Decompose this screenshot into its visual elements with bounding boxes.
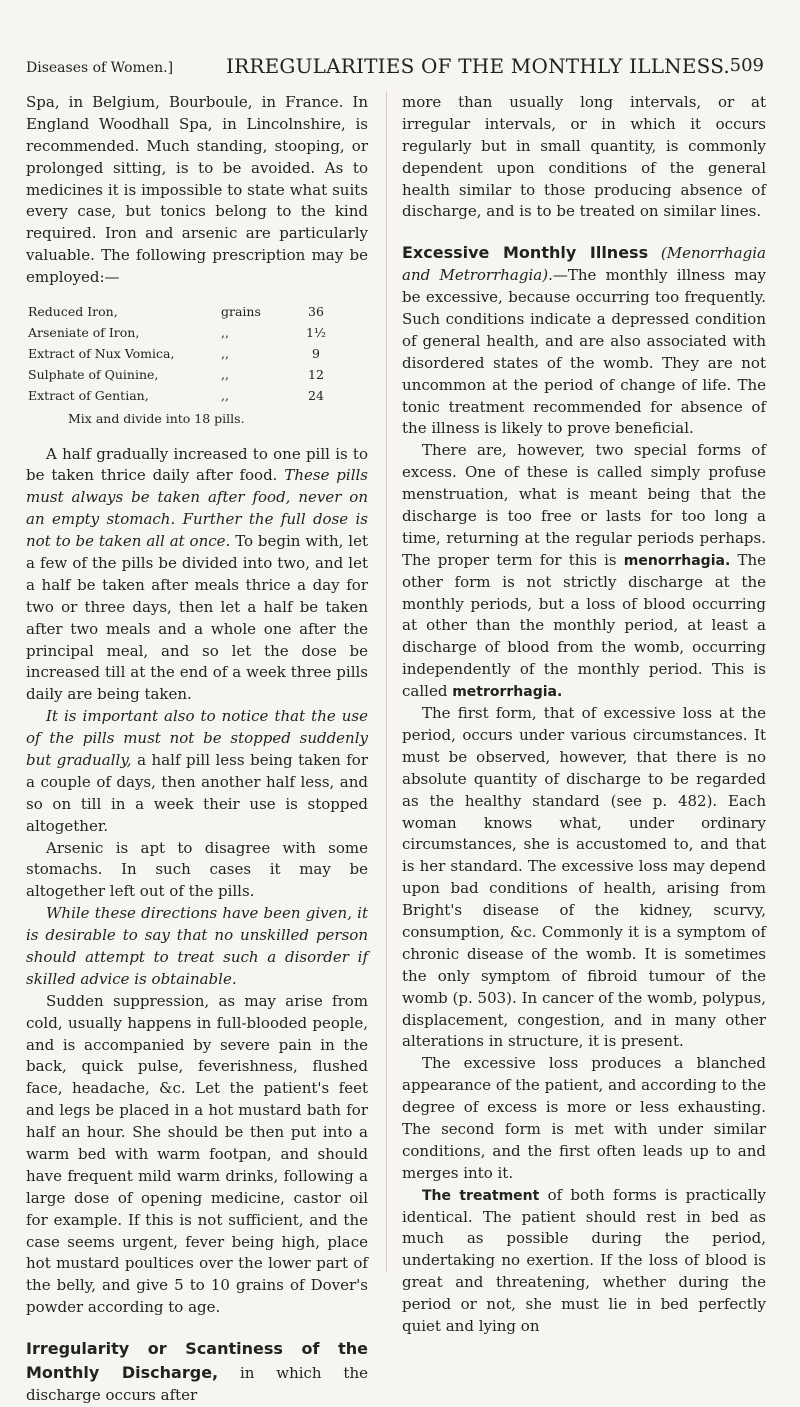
paragraph (402, 1185, 766, 1338)
text-run: of both forms is practically identical. The patient should rest in bed as much as possible during the period, undertaking no exertion. If the loss of blood is great and threatening, whether during the period or not, she must lie in bed perfectly quiet and lying on (402, 1185, 766, 1335)
text-run: There are, however, two special forms of excess. One of these is called simply profuse menstruation, what is meant being that the discharge is too free or lasts for too long a time, returning at the regular periods perhaps. The proper term for this is (402, 441, 766, 569)
text-run: a half pill less being taken for a couple of days, then another half less, and so on till in a week their use is stopped altogether. (26, 750, 368, 835)
paragraph (26, 444, 368, 707)
emphasis: Further the full dose is not to be taken all at once. (26, 510, 368, 551)
ingredient-name: Arseniate of Iron, (28, 325, 140, 341)
emphasis: While these directions have been given, it is desirable to say that no unskilled person should attempt to treat such a disorder if skilled advice is obtainable. (26, 904, 368, 988)
text-run: in which the discharge occurs after (26, 1364, 368, 1404)
ingredient-name: Extract of Gentian, (28, 388, 149, 404)
prescription-item (28, 322, 368, 343)
ingredient-amount: 9 (312, 346, 320, 362)
paragraph: Arsenic is apt to disagree with some stomachs. In such cases it may be altogether left out of the pills. (26, 838, 368, 901)
ingredient-unit: ,, (221, 388, 229, 404)
prescription-item (28, 385, 368, 406)
emphasis: These pills must always be taken after food, never on an empty stomach. (26, 466, 368, 529)
section-heading-paragraph (402, 241, 766, 440)
ingredient-amount: 1½ (305, 325, 327, 341)
ingredient-name: Extract of Nux Vomica, (28, 346, 175, 362)
prescription-note: Mix and divide into 18 pills. (68, 411, 245, 427)
text-run: —The monthly illness may be excessive, because occurring too frequently. Such conditions indicate a depressed condition of general health, and are also associated with disordered states of the womb. They are not uncommon at the period of change of life. The tonic treatment recommended for absence of the illness is likely to prove beneficial. (402, 266, 766, 438)
section-heading-paragraph (26, 1337, 368, 1407)
text-run: To begin with, let a few of the pills be divided into two, and let a half be taken after meals thrice a day for two or three days, then let a half be taken after two meals and a whole one after the principal meal, and so let the dose be increased till at the end of a week three pills daily are being taken. (26, 532, 368, 704)
section-label: Diseases of Women.] (26, 60, 174, 76)
paragraph: more than usually long intervals, or at irregular intervals, or in which it occurs regularly but in small quantity, is commonly dependent upon conditions of the general health similar to those producing absence of discharge, and is to be treated on similar lines. (402, 93, 766, 221)
prescription (28, 301, 368, 430)
ingredient-amount: 36 (308, 304, 324, 320)
paragraph: The first form, that of excessive loss at the period, occurs under various circumstances. It must be observed, however, that there is no absolute quantity of discharge to be regarded as the healthy standard (see p. 482). Each woman knows what, under ordinary circumstances, she is accustomed to, and that is her standard. The excessive loss may depend upon bad conditions of health, arising from Bright's disease of the kidney, scurvy, consumption, &c. Commonly it is a symptom of chronic disease of the womb. It is sometimes the only symptom of fibroid tumour of the womb (p. 503). In cancer of the womb, polypus, displacement, congestion, and in many other alterations in structure, it is present. (402, 704, 766, 1051)
text-run: A half gradually increased to one pill is to be taken thrice daily after food. (26, 444, 368, 485)
paragraph: Sudden suppression, as may arise from cold, usually happens in full-blooded people, and is accompanied by severe pain in the back, quick pulse, feverishness, flushed face, headache, &c. Let the patient's feet and legs be placed in a hot mustard bath for half an hour. She should be then put into a warm bed with warm footpan, and should have frequent mild warm drinks, following a large dose of opening medicine, castor oil for example. If this is not sufficient, and the case seems urgent, fever being high, place hot mustard poultices over the lower part of the belly, and give 5 to 10 grains of Dover's powder according to age. (26, 991, 368, 1317)
left-column (26, 92, 368, 1407)
page-header (26, 52, 764, 78)
term: menorrhagia. (623, 552, 731, 569)
prescription-item (28, 343, 368, 364)
ingredient-name: Reduced Iron, (28, 304, 118, 320)
ingredient-unit: ,, (221, 346, 229, 362)
ingredient-unit: ,, (221, 325, 229, 341)
text-run: The other form is not strictly discharge at the monthly periods, but a loss of blood occurring at other than the monthly period, at least a discharge of blood from the womb, occurring independently of the monthly period. This is called (402, 550, 766, 701)
paragraph (402, 440, 766, 703)
column-divider (386, 92, 387, 1272)
emphasis: It is important also to notice that the use of the pills must not be stopped suddenly but gradually, (26, 707, 368, 769)
ingredient-name: Sulphate of Quinine, (28, 367, 159, 383)
heading-subtitle: (Menorrhagia and Metrorrhagia). (402, 244, 766, 285)
paragraph (26, 706, 368, 837)
paragraph (26, 903, 368, 991)
ingredient-unit: grains (221, 304, 261, 320)
page-number: 509 (729, 55, 764, 76)
right-column (402, 92, 766, 1338)
paragraph: The excessive loss produces a blanched appearance of the patient, and according to the degree of excess is more or less exhausting. The second form is met with under similar conditions, and the first often leads up to and merges into it. (402, 1054, 766, 1182)
section-heading: Irregularity or Scantiness of the Monthly Discharge, (26, 1339, 368, 1383)
ingredient-amount: 24 (308, 388, 324, 404)
prescription-item (28, 301, 368, 322)
prescription-item (28, 364, 368, 385)
running-title: IRREGULARITIES OF THE MONTHLY ILLNESS. (226, 54, 730, 78)
paragraph: Spa, in Belgium, Bourboule, in France. In England Woodhall Spa, in Lincolnshire, is recommended. Much standing, stooping, or prolonged sitting, is to be avoided. As to medicines it is impossible to state what suits every case, but tonics belong to the kind required. Iron and arsenic are particularly valuable. The following prescription may be employed:— (26, 93, 368, 287)
ingredient-unit: ,, (221, 367, 229, 383)
term: metrorrhagia. (452, 684, 563, 701)
term: The treatment (422, 1187, 540, 1204)
ingredient-amount: 12 (308, 367, 324, 383)
section-heading: Excessive Monthly Illness (402, 243, 649, 263)
